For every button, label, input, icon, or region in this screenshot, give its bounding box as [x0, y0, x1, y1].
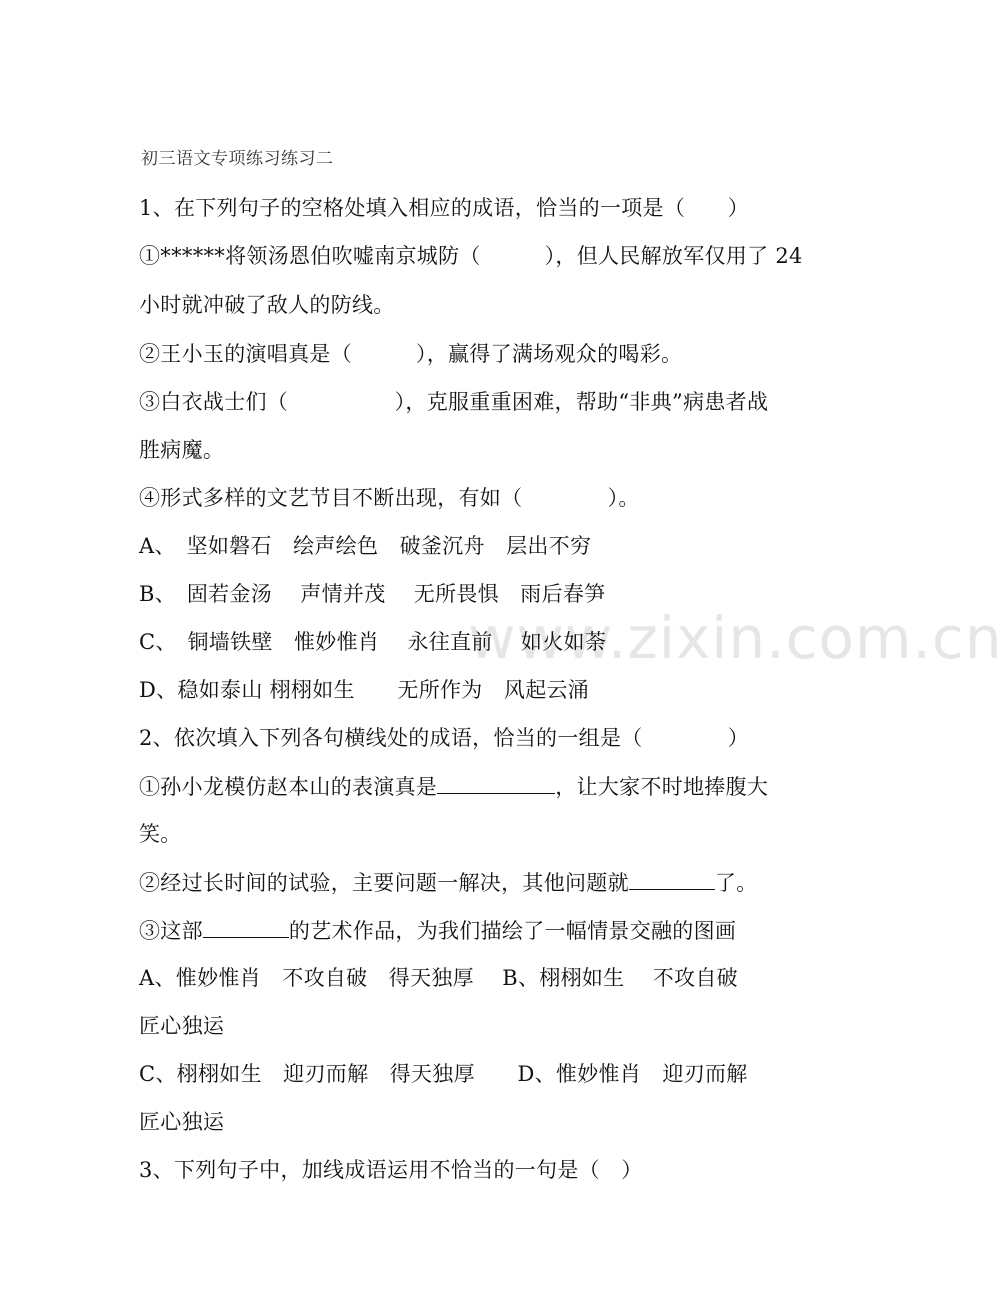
- q2-s1-pre: ①孙小龙模仿赵本山的表演真是: [139, 775, 438, 799]
- q1-option-c: C、 铜墙铁壁 惟妙惟肖 永往直前 如火如荼: [139, 630, 607, 654]
- q2-s2-post: 了。: [714, 871, 758, 895]
- q1-option-d: D、稳如泰山 栩栩如生 无所作为 风起云涌: [139, 678, 590, 702]
- q2-s3-blank: [203, 915, 289, 938]
- q2-sentence-1-line-1: [139, 771, 768, 802]
- q2-s2-pre: ②经过长时间的试验，主要问题一解决，其他问题就: [139, 871, 629, 895]
- q2-sentence-1-line-2: 笑。: [139, 822, 182, 846]
- q2-options-cd-line-2: 匠心独运: [139, 1110, 225, 1134]
- q2-s2-blank: [629, 867, 715, 890]
- q1-sentence-2: ②王小玉的演唱真是（ ），赢得了满场观众的喝彩。: [139, 342, 683, 366]
- q2-sentence-3: [139, 915, 736, 946]
- q2-s1-post: ，让大家不时地捧腹大: [555, 775, 769, 799]
- q1-stem: 1、在下列句子的空格处填入相应的成语，恰当的一项是（ ）: [139, 196, 750, 220]
- q1-sentence-1-line-1: ①******将领汤恩伯吹嘘南京城防（ ），但人民解放军仅用了 24: [139, 244, 803, 268]
- q1-sentence-3-line-2: 胜病魔。: [139, 438, 225, 462]
- q1-option-a: A、 坚如磐石 绘声绘色 破釜沉舟 层出不穷: [139, 534, 592, 558]
- q2-s3-pre: ③这部: [139, 919, 203, 943]
- document-title: 初三语文专项练习练习二: [141, 149, 334, 169]
- q3-stem: 3、下列句子中，加线成语运用不恰当的一句是（ ）: [139, 1158, 643, 1182]
- q1-sentence-3-line-1: ③白衣战士们（ ），克服重重困难，帮助“非典”病患者战: [139, 390, 769, 414]
- q1-option-b: B、 固若金汤 声情并茂 无所畏惧 雨后春笋: [139, 582, 606, 606]
- q1-sentence-1-line-2: 小时就冲破了敌人的防线。: [139, 293, 395, 317]
- q2-s3-post: 的艺术作品，为我们描绘了一幅情景交融的图画: [288, 919, 737, 943]
- q2-sentence-2: [139, 867, 758, 898]
- q2-s1-blank: [437, 771, 555, 794]
- q2-options-ab-line-1: A、惟妙惟肖 不攻自破 得天独厚 B、栩栩如生 不攻自破: [139, 966, 738, 990]
- q1-sentence-4: ④形式多样的文艺节目不断出现，有如（ ）。: [139, 486, 640, 510]
- q2-options-cd-line-1: C、栩栩如生 迎刃而解 得天独厚 D、惟妙惟肖 迎刃而解: [139, 1062, 748, 1086]
- watermark: www.zixin.com.cn: [468, 604, 1003, 672]
- q2-stem: 2、依次填入下列各句横线处的成语，恰当的一组是（ ）: [139, 726, 750, 750]
- q2-options-ab-line-2: 匠心独运: [139, 1014, 225, 1038]
